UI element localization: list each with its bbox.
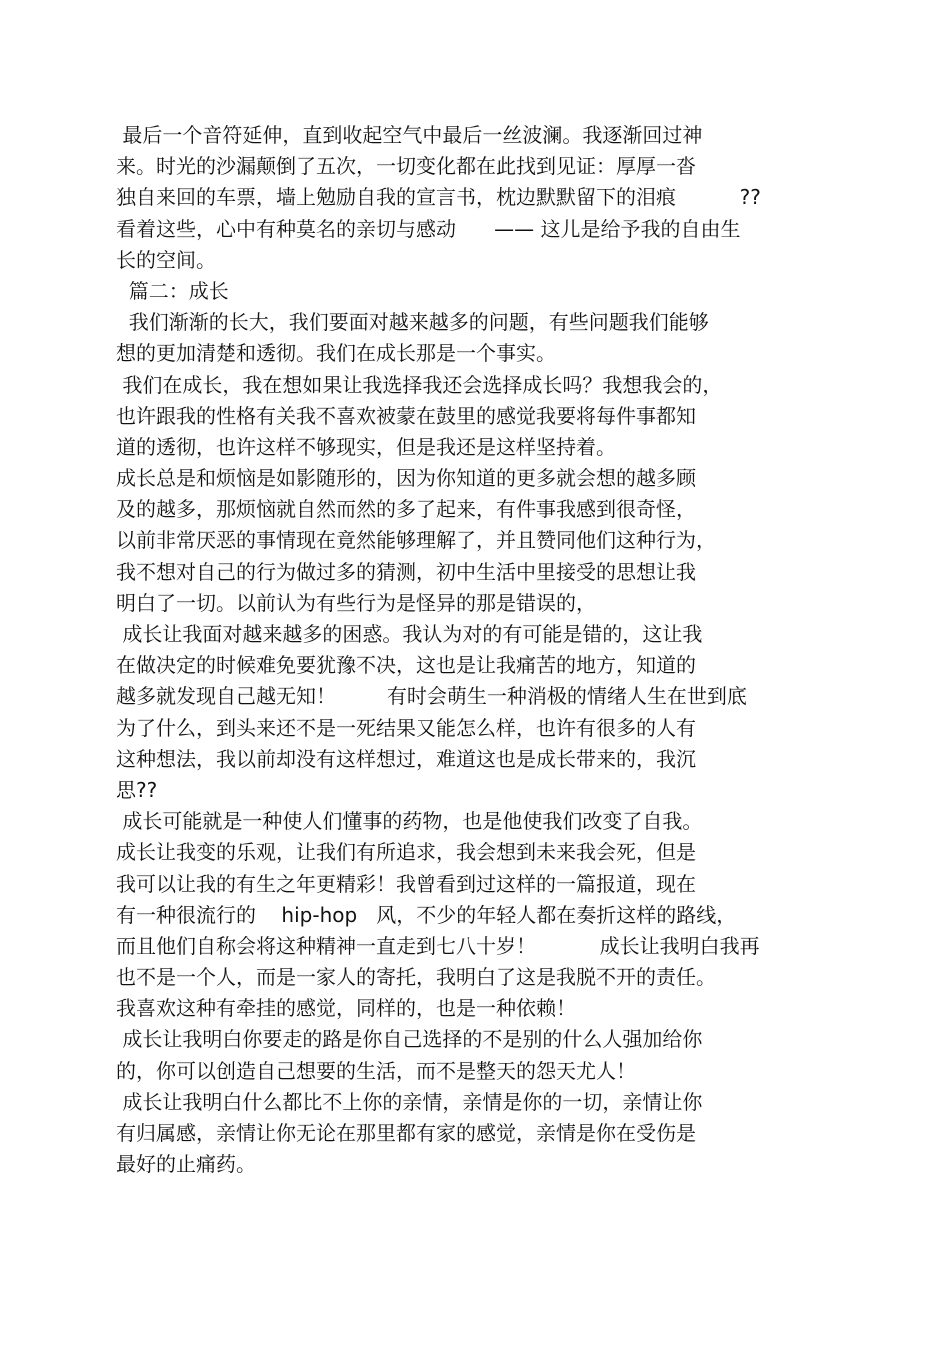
text-line: 思??: [116, 777, 158, 802]
text-line: 也许跟我的性格有关我不喜欢被蒙在鼓里的感觉我要将每件事都知: [116, 403, 696, 428]
text-line: 以前非常厌恶的事情现在竟然能够理解了，并且赞同他们这种行为，: [116, 528, 716, 553]
text-line: 我不想对自己的行为做过多的猜测，初中生活中里接受的思想让我: [116, 559, 696, 584]
text-line: 为了什么，到头来还不是一死结果又能怎么样，也许有很多的人有: [116, 715, 696, 740]
text-line: 在做决定的时候难免要犹豫不决，这也是让我痛苦的地方，知道的: [116, 653, 696, 678]
text-line: 最好的止痛药。: [116, 1152, 256, 1177]
text-line: 这种想法，我以前却没有这样想过，难道这也是成长带来的，我沉: [116, 746, 696, 771]
text-line: 成长总是和烦恼是如影随形的，因为你知道的更多就会想的越多顾: [116, 466, 696, 491]
text-line: 也不是一个人，而是一家人的寄托，我明白了这是我脱不开的责任。: [116, 965, 716, 990]
text-line: 我们在成长，我在想如果让我选择我还会选择成长吗？我想我会的，: [116, 372, 723, 397]
text-line: 长的空间。: [116, 247, 216, 272]
text-line: 的，你可以创造自己想要的生活，而不是整天的怨天尤人！: [116, 1058, 636, 1083]
text-line: 看着这些，心中有种莫名的亲切与感动 —— 这儿是给予我的自由生: [116, 216, 741, 241]
text-line: 我喜欢这种有牵挂的感觉，同样的，也是一种依赖！: [116, 996, 576, 1021]
text-line: 成长让我明白你要走的路是你自己选择的不是别的什么人强加给你: [116, 1027, 703, 1052]
text-line: 我们渐渐的长大，我们要面对越来越多的问题，有些问题我们能够: [116, 310, 709, 335]
text-line: 越多就发现自己越无知！ 有时会萌生一种消极的情绪人生在世到底: [116, 684, 747, 709]
text-line: 成长可能就是一种使人们懂事的药物，也是他使我们改变了自我。: [116, 809, 703, 834]
text-line: 我可以让我的有生之年更精彩！我曾看到过这样的一篇报道，现在: [116, 871, 696, 896]
text-line: 来。时光的沙漏颠倒了五次，一切变化都在此找到见证：厚厚一沓: [116, 154, 696, 179]
text-line: 想的更加清楚和透彻。我们在成长那是一个事实。: [116, 341, 556, 366]
essay-body: [116, 120, 836, 1180]
text-line: 明白了一切。以前认为有些行为是怪异的那是错误的，: [116, 590, 596, 615]
text-line: 道的透彻，也许这样不够现实，但是我还是这样坚持着。: [116, 434, 616, 459]
text-line: 有归属感，亲情让你无论在那里都有家的感觉，亲情是你在受伤是: [116, 1121, 696, 1145]
text-line: 成长让我明白什么都比不上你的亲情，亲情是你的一切，亲情让你: [116, 1089, 703, 1114]
text-line: 最后一个音符延伸，直到收起空气中最后一丝波澜。我逐渐回过神: [116, 123, 703, 147]
text-line: 独自来回的车票，墙上勉励自我的宣言书，枕边默默留下的泪痕 ??: [116, 185, 761, 210]
text-line: 而且他们自称会将这种精神一直走到七八十岁！ 成长让我明白我再: [116, 933, 760, 958]
text-line: 及的越多，那烦恼就自然而然的多了起来，有件事我感到很奇怪，: [116, 497, 696, 522]
section-heading: 篇二：成长: [116, 278, 229, 303]
text-line: 有一种很流行的 hip-hop 风，不少的年轻人都在奏折这样的路线，: [116, 902, 737, 927]
text-line: 成长让我变的乐观，让我们有所追求，我会想到未来我会死，但是: [116, 840, 696, 865]
text-line: 成长让我面对越来越多的困惑。我认为对的有可能是错的，这让我: [116, 622, 703, 646]
